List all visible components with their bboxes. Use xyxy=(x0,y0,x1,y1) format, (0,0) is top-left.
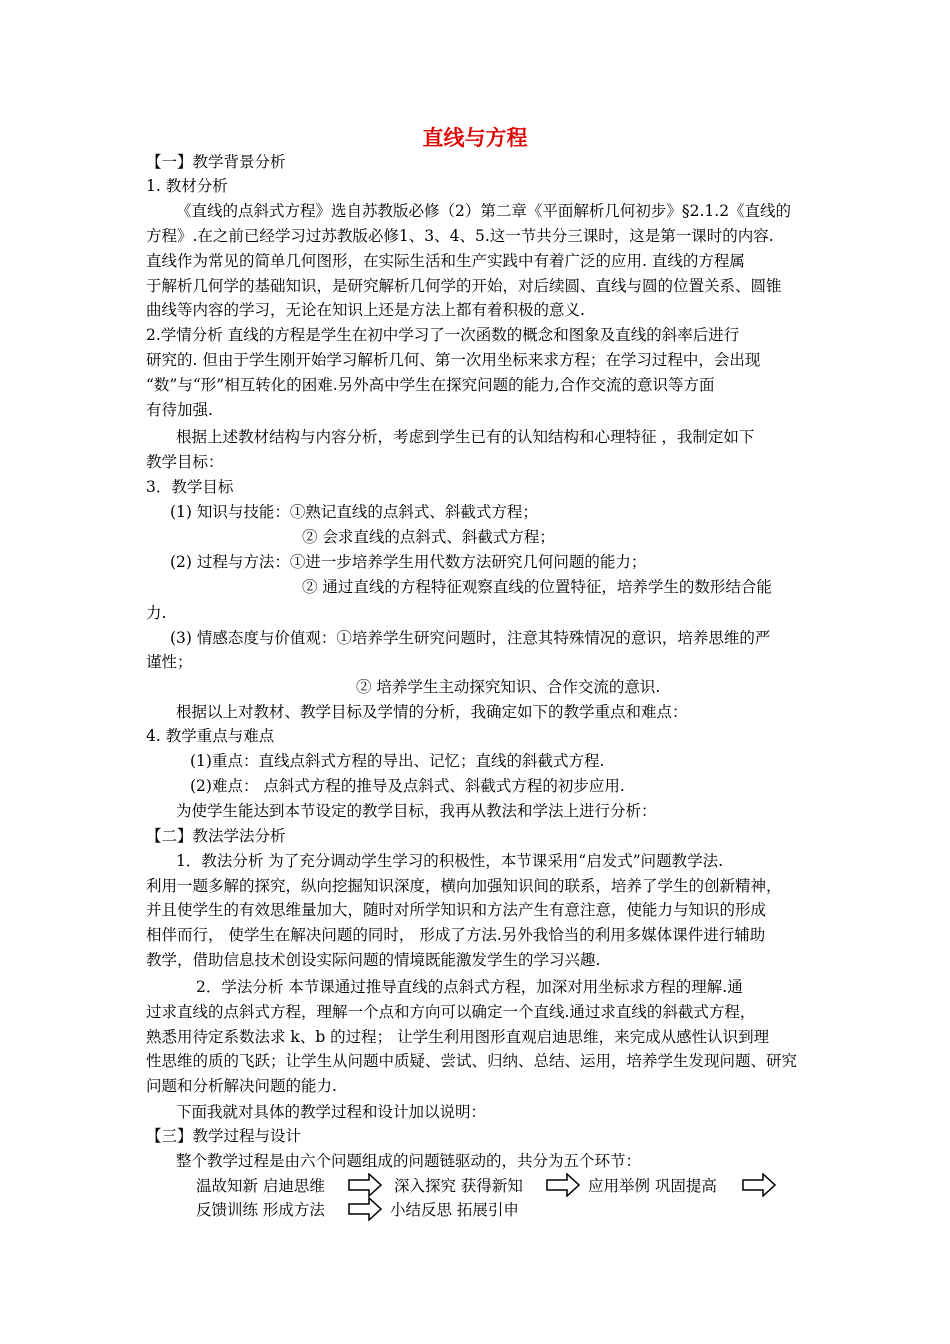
key-point-line: (1)重点：直线点斜式方程的导出、记忆；直线的斜截式方程. xyxy=(190,752,605,770)
paragraph-line: 曲线等内容的学习，无论在知识上还是方法上都有着积极的意义. xyxy=(146,301,585,319)
section3-heading: 【三】教学过程与设计 xyxy=(146,1127,302,1145)
goal-line: ② 会求直线的点斜式、斜截式方程； xyxy=(302,528,555,546)
flow-step: 温故知新 启迪思维 xyxy=(196,1177,325,1195)
goal-line: ② 通过直线的方程特征观察直线的位置特征，培养学生的数形结合能 xyxy=(302,578,772,596)
section1-heading: 【一】教学背景分析 xyxy=(146,153,286,171)
flow-step: 小结反思 拓展引申 xyxy=(390,1201,519,1219)
document-title: 直线与方程 xyxy=(422,125,528,150)
flow-step: 深入探究 获得新知 xyxy=(394,1177,523,1195)
paragraph-line: 并且使学生的有效思维量加大，随时对所学知识和方法产生有意注意，使能力与知识的形成 xyxy=(146,901,767,919)
paragraph-line: 性思维的质的飞跃；让学生从问题中质疑、尝试、归纳、总结、运用，培养学生发现问题、研究 xyxy=(146,1052,798,1070)
right-arrow-icon xyxy=(348,1197,382,1221)
paragraph-line: 熟悉用待定系数法求 k、b 的过程； 让学生利用图形直观启迪思维，来完成从感性认识到理 xyxy=(146,1028,770,1046)
paragraph-line: 利用一题多解的探究，纵向挖掘知识深度，横向加强知识间的联系，培养了学生的创新精神， xyxy=(146,877,782,895)
paragraph-line: 方程》.在之前已经学习过苏教版必修1、3、4、5.这一节共分三课时，这是第一课时的内容. xyxy=(146,227,774,245)
right-arrow-icon xyxy=(348,1173,382,1197)
flow-step: 应用举例 巩固提高 xyxy=(588,1177,717,1195)
paragraph-line: 问题和分析解决问题的能力. xyxy=(146,1077,337,1095)
paragraph-line: 《直线的点斜式方程》选自苏教版必修（2）第二章《平面解析几何初步》§2.1.2《直线的 xyxy=(176,202,792,220)
goal-line: 谨性； xyxy=(146,653,193,671)
right-arrow-icon xyxy=(546,1173,580,1197)
paragraph-line: 过求直线的点斜式方程，理解一个点和方向可以确定一个直线.通过求直线的斜截式方程， xyxy=(146,1003,756,1021)
paragraph-line: 相伴而行， 使学生在解决问题的同时， 形成了方法.另外我恰当的利用多媒体课件进行辅助 xyxy=(146,926,766,944)
paragraph-line: 教学目标： xyxy=(146,453,224,471)
paragraph-line: 于解析几何学的基础知识，是研究解析几何学的开始，对后续圆、直线与圆的位置关系、圆锥 xyxy=(146,277,782,295)
goal-line: (2) 过程与方法：①进一步培养学生用代数方法研究几何问题的能力； xyxy=(170,553,647,571)
paragraph-line: 有待加强. xyxy=(146,401,213,419)
item4-heading: 4. 教学重点与难点 xyxy=(146,727,275,745)
goal-line: 力. xyxy=(146,604,167,622)
paragraph-line: 根据以上对教材、教学目标及学情的分析，我确定如下的教学重点和难点： xyxy=(176,703,688,721)
paragraph-line: 2．学法分析 本节课通过推导直线的点斜式方程，加深对用坐标求方程的理解.通 xyxy=(196,978,743,996)
difficulty-line: (2)难点： 点斜式方程的推导及点斜式、斜截式方程的初步应用. xyxy=(190,777,625,795)
section2-heading: 【二】教法学法分析 xyxy=(146,827,286,845)
item1-heading: 1. 教材分析 xyxy=(146,177,228,195)
goal-line: (3) 情感态度与价值观：①培养学生研究问题时，注意其特殊情况的意识，培养思维的严 xyxy=(170,629,771,647)
paragraph-line: 下面我就对具体的教学过程和设计加以说明： xyxy=(176,1103,487,1121)
paragraph-line: “数”与“形”相互转化的困难.另外高中学生在探究问题的能力,合作交流的意识等方面 xyxy=(146,376,715,394)
item3-heading: 3．教学目标 xyxy=(146,478,234,496)
paragraph-line: 为使学生能达到本节设定的教学目标，我再从教法和学法上进行分析： xyxy=(176,802,657,820)
right-arrow-icon xyxy=(742,1173,776,1197)
paragraph-line: 整个教学过程是由六个问题组成的问题链驱动的，共分为五个环节： xyxy=(176,1152,642,1170)
paragraph-line: 研究的. 但由于学生刚开始学习解析几何、第一次用坐标来求方程；在学习过程中，会出现 xyxy=(146,351,761,369)
paragraph-line: 教学，借助信息技术创设实际问题的情境既能激发学生的学习兴趣. xyxy=(146,951,601,969)
paragraph-line: 根据上述教材结构与内容分析，考虑到学生已有的认知结构和心理特征 ，我制定如下 xyxy=(176,428,755,446)
paragraph-line: 1．教法分析 为了充分调动学生学习的积极性，本节课采用“启发式”问题教学法. xyxy=(176,852,724,870)
paragraph-line: 2.学情分析 直线的方程是学生在初中学习了一次函数的概念和图象及直线的斜率后进行 xyxy=(146,326,740,344)
goal-line: ② 培养学生主动探究知识、合作交流的意识. xyxy=(356,678,661,696)
paragraph-line: 直线作为常见的简单几何图形，在实际生活和生产实践中有着广泛的应用. 直线的方程属 xyxy=(146,252,745,270)
goal-line: (1) 知识与技能：①熟记直线的点斜式、斜截式方程； xyxy=(170,503,538,521)
flow-step: 反馈训练 形成方法 xyxy=(196,1201,325,1219)
